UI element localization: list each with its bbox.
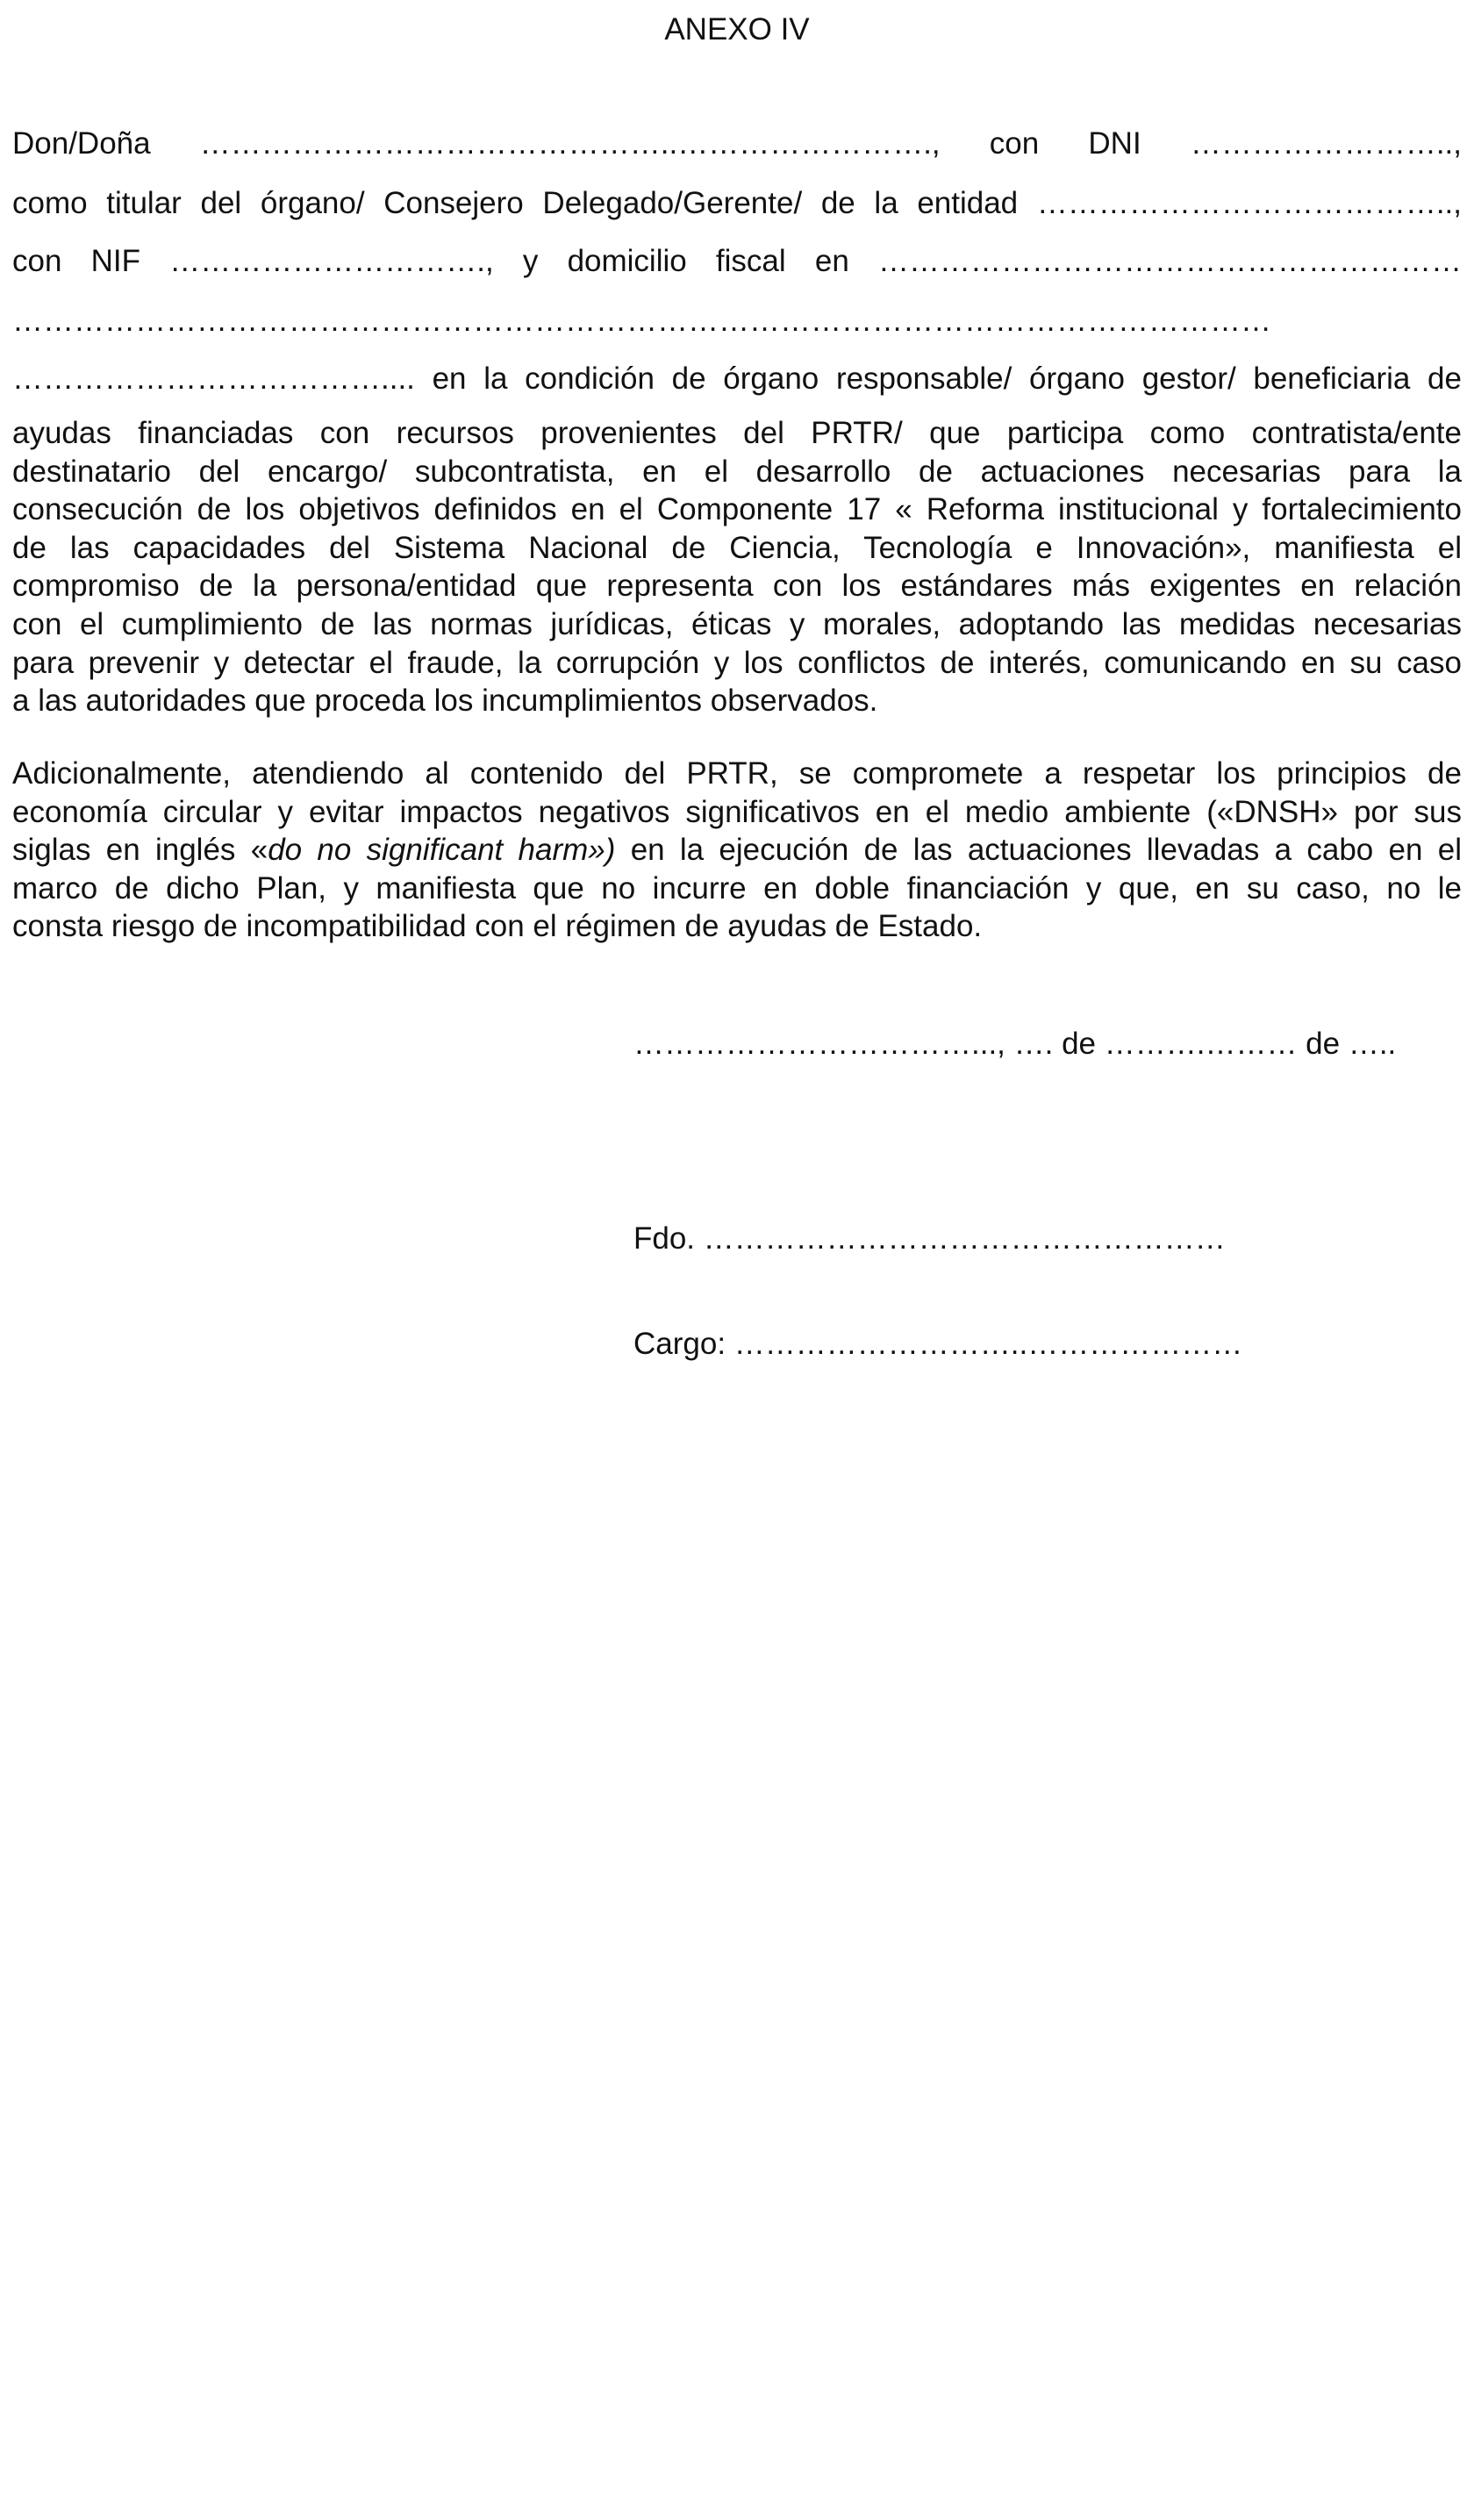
annex-title: ANEXO IV [664, 12, 810, 47]
paragraph-line: destinatario del encargo/ subcontratista, en el desarrollo de actuaciones necesarias para la [12, 454, 1462, 489]
paragraph-line: ayudas financiadas con recursos provenientes del PRTR/ que participa como contratista/ente [12, 416, 1462, 450]
place-date-line: ……………………………..., …. de ……….……… de ….. [633, 1027, 1397, 1061]
paragraph-line: consecución de los objetivos definidos en el Componente 17 « Reforma institucional y fortalecimiento [12, 492, 1462, 527]
paragraph-line: compromiso de la persona/entidad que representa con los estándares más exigentes en relación [12, 569, 1462, 604]
italic-text: do no significant harm») [268, 833, 616, 868]
form-line-nif-domicilio: con NIF …………………………., y domicilio fiscal en ………………………………………………… [12, 244, 1462, 278]
form-line-name-dni: Don/Doña ………………………………………..……………………., con DNI …………………….., [12, 126, 1462, 161]
paragraph-line: de las capacidades del Sistema Nacional de Ciencia, Tecnología e Innovación», manifiesta el [12, 530, 1462, 565]
signed-line: Fdo. …………………………………………… [633, 1221, 1226, 1256]
paragraph-line: con el cumplimiento de las normas jurídicas, éticas y morales, adoptando las medidas necesarias [12, 606, 1462, 641]
commitment-paragraph [12, 414, 1462, 720]
paragraph-line: para prevenir y detectar el fraude, la corrupción y los conflictos de interés, comunicando en su caso [12, 645, 1462, 680]
paragraph-line: Adicionalmente, atendiendo al contenido del PRTR, se compromete a respetar los principios de [12, 756, 1462, 791]
paragraph-line-dnsh [12, 831, 1462, 870]
text-run: siglas en inglés « [12, 833, 268, 868]
text-run: en la ejecución de las actuaciones llevadas a cabo en el [615, 833, 1462, 868]
paragraph-line: marco de dicho Plan, y manifiesta que no incurre en doble financiación y que, en su caso, no le [12, 870, 1462, 906]
form-line-dots: …………………………………………………………………………………………………………… [12, 304, 1271, 338]
position-line: Cargo: ………………………..………………… [633, 1327, 1243, 1361]
paragraph-line: a las autoridades que proceda los incumplimientos observados. [12, 684, 878, 719]
form-line-titular: como titular del órgano/ Consejero Delegado/Gerente/ de la entidad ………………………………….., [12, 186, 1462, 220]
form-line-condicion: ……………………………….... en la condición de órgano responsable/ órgano gestor/ beneficiaria de [12, 362, 1462, 396]
dnsh-paragraph [12, 755, 1462, 946]
paragraph-line: economía circular y evitar impactos negativos significativos en el medio ambiente («DNSH» por sus [12, 794, 1462, 829]
paragraph-line: consta riesgo de incompatibilidad con el régimen de ayudas de Estado. [12, 909, 983, 944]
